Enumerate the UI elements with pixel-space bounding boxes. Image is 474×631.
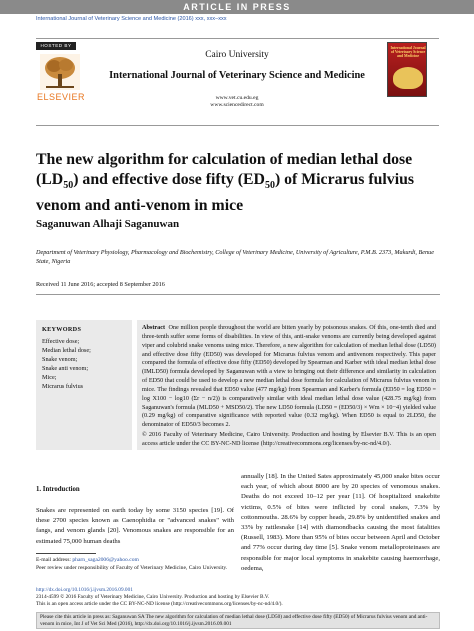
cover-title: International Journal of Veterinary Science and Medicine <box>390 46 426 58</box>
keywords-heading: KEYWORDS <box>42 326 82 333</box>
abstract-label: Abstract <box>142 324 166 331</box>
journal-name: International Journal of Veterinary Science and Medicine <box>109 70 365 81</box>
author-affiliation: Department of Veterinary Physiology, Pharmacology and Biochemistry, College of Veterinary Medicine, University of Agriculture, P.M.B. 2373, Makurdi, Benue State, Nigeria <box>36 249 434 265</box>
journal-cover-image <box>387 42 427 97</box>
journal-citation-line[interactable]: International Journal of Veterinary Science and Medicine (2016) xxx, xxx–xxx <box>36 16 227 22</box>
elsevier-logo-text: ELSEVIER <box>36 92 86 102</box>
sciencedirect-url[interactable]: www.sciencedirect.com <box>210 102 264 108</box>
university-name: Cairo University <box>205 50 269 60</box>
keyword-item: Effective dose; <box>42 338 80 345</box>
intro-right-column: annually [18]. In the United Sates approximately 45,000 snake bites occur each year, of which about 8000 are by 20 species of venomous snakes. Deaths do not exceed 10–12 per year [11]. Of hospitalized snakebite victims, 0.5% of bites were inflicted by coral snakes, 7.3% by cottonmouths. 28.6% by copper heads, 29.8% by unidentified snakes and 33% by rattlesnake [14] with diamondbacks causing the most fatalities (Russell, 1983). More than 95% of bites occur between April and October and 77% occur during day time [5]. Snake venom metalloproteinases are responsible for major local symptoms in snakebite causing haemorrhage, oedema, <box>241 473 440 572</box>
keyword-item: Mice; <box>42 374 57 381</box>
cover-illustration <box>393 67 423 89</box>
doi-link[interactable]: http://dx.doi.org/10.1016/j.ijvsm.2016.09.001 <box>36 587 133 593</box>
keyword-item: Snake venom; <box>42 356 78 363</box>
keyword-item: Snake anti venom; <box>42 365 89 372</box>
article-in-press-banner: ARTICLE IN PRESS <box>0 0 474 14</box>
abstract-copyright: © 2016 Faculty of Veterinary Medicine, Cairo University. Production and hosting by Elsevier B.V. This is an open access article under the CC BY-NC-ND license (http://creativecommons.org/licenses/by-nc-nd/4.0/). <box>142 431 436 447</box>
email-link[interactable]: pharn_saga2006@yahoo.com <box>72 557 139 563</box>
license-line: This is an open access article under the CC BY-NC-ND license (http://creativecommons.org/licenses/by-nc-nd/4.0/). <box>36 601 283 607</box>
footnote-divider <box>36 553 96 554</box>
peer-review-note: Peer review under responsibility of Faculty of Veterinary Medicine, Cairo University. <box>36 565 228 571</box>
author-name: Saganuwan Alhaji Saganuwan <box>36 218 180 230</box>
email-footnote: E-mail address: pharn_saga2006@yahoo.com <box>36 557 139 563</box>
abstract-body <box>142 324 436 449</box>
received-accepted-dates: Received 11 June 2016; accepted 8 September 2016 <box>36 281 165 288</box>
article-title: The new algorithm for calculation of median lethal dose $(LD_{50})$ and effective dose fifty $(ED_{50})$ of Micrarus fulvius venom and anti-venom in mice <box>36 151 415 215</box>
intro-left-column: Snakes are represented on earth today by some 3150 species [19]. Of these 2700 species known as Caenophidia or "advanced snakes" with fangs, and venom glands [20]. Venomous snakes are responsible for an estimated 75,000 human deaths <box>36 507 234 545</box>
keyword-item: Micrarus fulvius <box>42 383 84 390</box>
abstract-text: One million people throughout the world are bitten yearly by poisonous snakes. Of this, one-tenth died and three-tenth suffer some forms of disabilities. In view of this, anti-snake venoms are currently being developed against viper and colubrid snake venoms using mice. Therefore, a new algorithm for calculation of median lethal dose (LD50) and effective dose fifty (ED50) was developed for Micrarus fulvius venom and antivenom respectively. This paper compared the formula of effective dose fifty (ED50) developed by Spearman and Karber with ideal median lethal dose (IMLD50) formula developed by Saganuwan with a view to bringing out their difference and similarity in calculation of ED50 that could be used to develop a new median lethal dose formula for calculation of Micrarus fulvius venom in mice. The findings revealed that ED50 value (477 mg/kg) from Spearman and Karber's formula (ED50 = log ED50 = log X100 − log10 (Σr − n/2)) is comparatively similar with ideal median lethal dose value (428.75 mg/kg) from Saganuwan's formula (MLD50 + MSD50/2). The new LD50 formula (LD50 = (ED50/3) × Wm × 10−4) yielded value (0.29 mg/kg) of comparative significance with reported value (0.32 mg/kg). When ED50 is equal to 2LD50, the denominator of ED50/3 becomes 2. <box>142 324 437 429</box>
section-heading: 1. Introduction <box>36 486 80 493</box>
hosted-by-label: HOSTED BY <box>36 42 76 50</box>
divider <box>36 294 440 295</box>
copyright-line: 2314-4599 © 2016 Faculty of Veterinary Medicine, Cairo University. Production and hosting by Elsevier B.V. <box>36 594 270 600</box>
journal-url[interactable]: www.vet.cu.edu.eg <box>215 95 259 101</box>
keyword-item: Median lethal dose; <box>42 347 91 354</box>
citation-box: Please cite this article in press as: Saganuwan SA The new algorithm for calculation of median lethal dose (LD50) and effective dose fifty (ED50) of Micrarus fulvius venom and anti-venom in mice, Int J of Vet Sci Med (2016), http://dx.doi.org/10.1016/j.ijvsm.2016.09.001 <box>36 612 440 629</box>
